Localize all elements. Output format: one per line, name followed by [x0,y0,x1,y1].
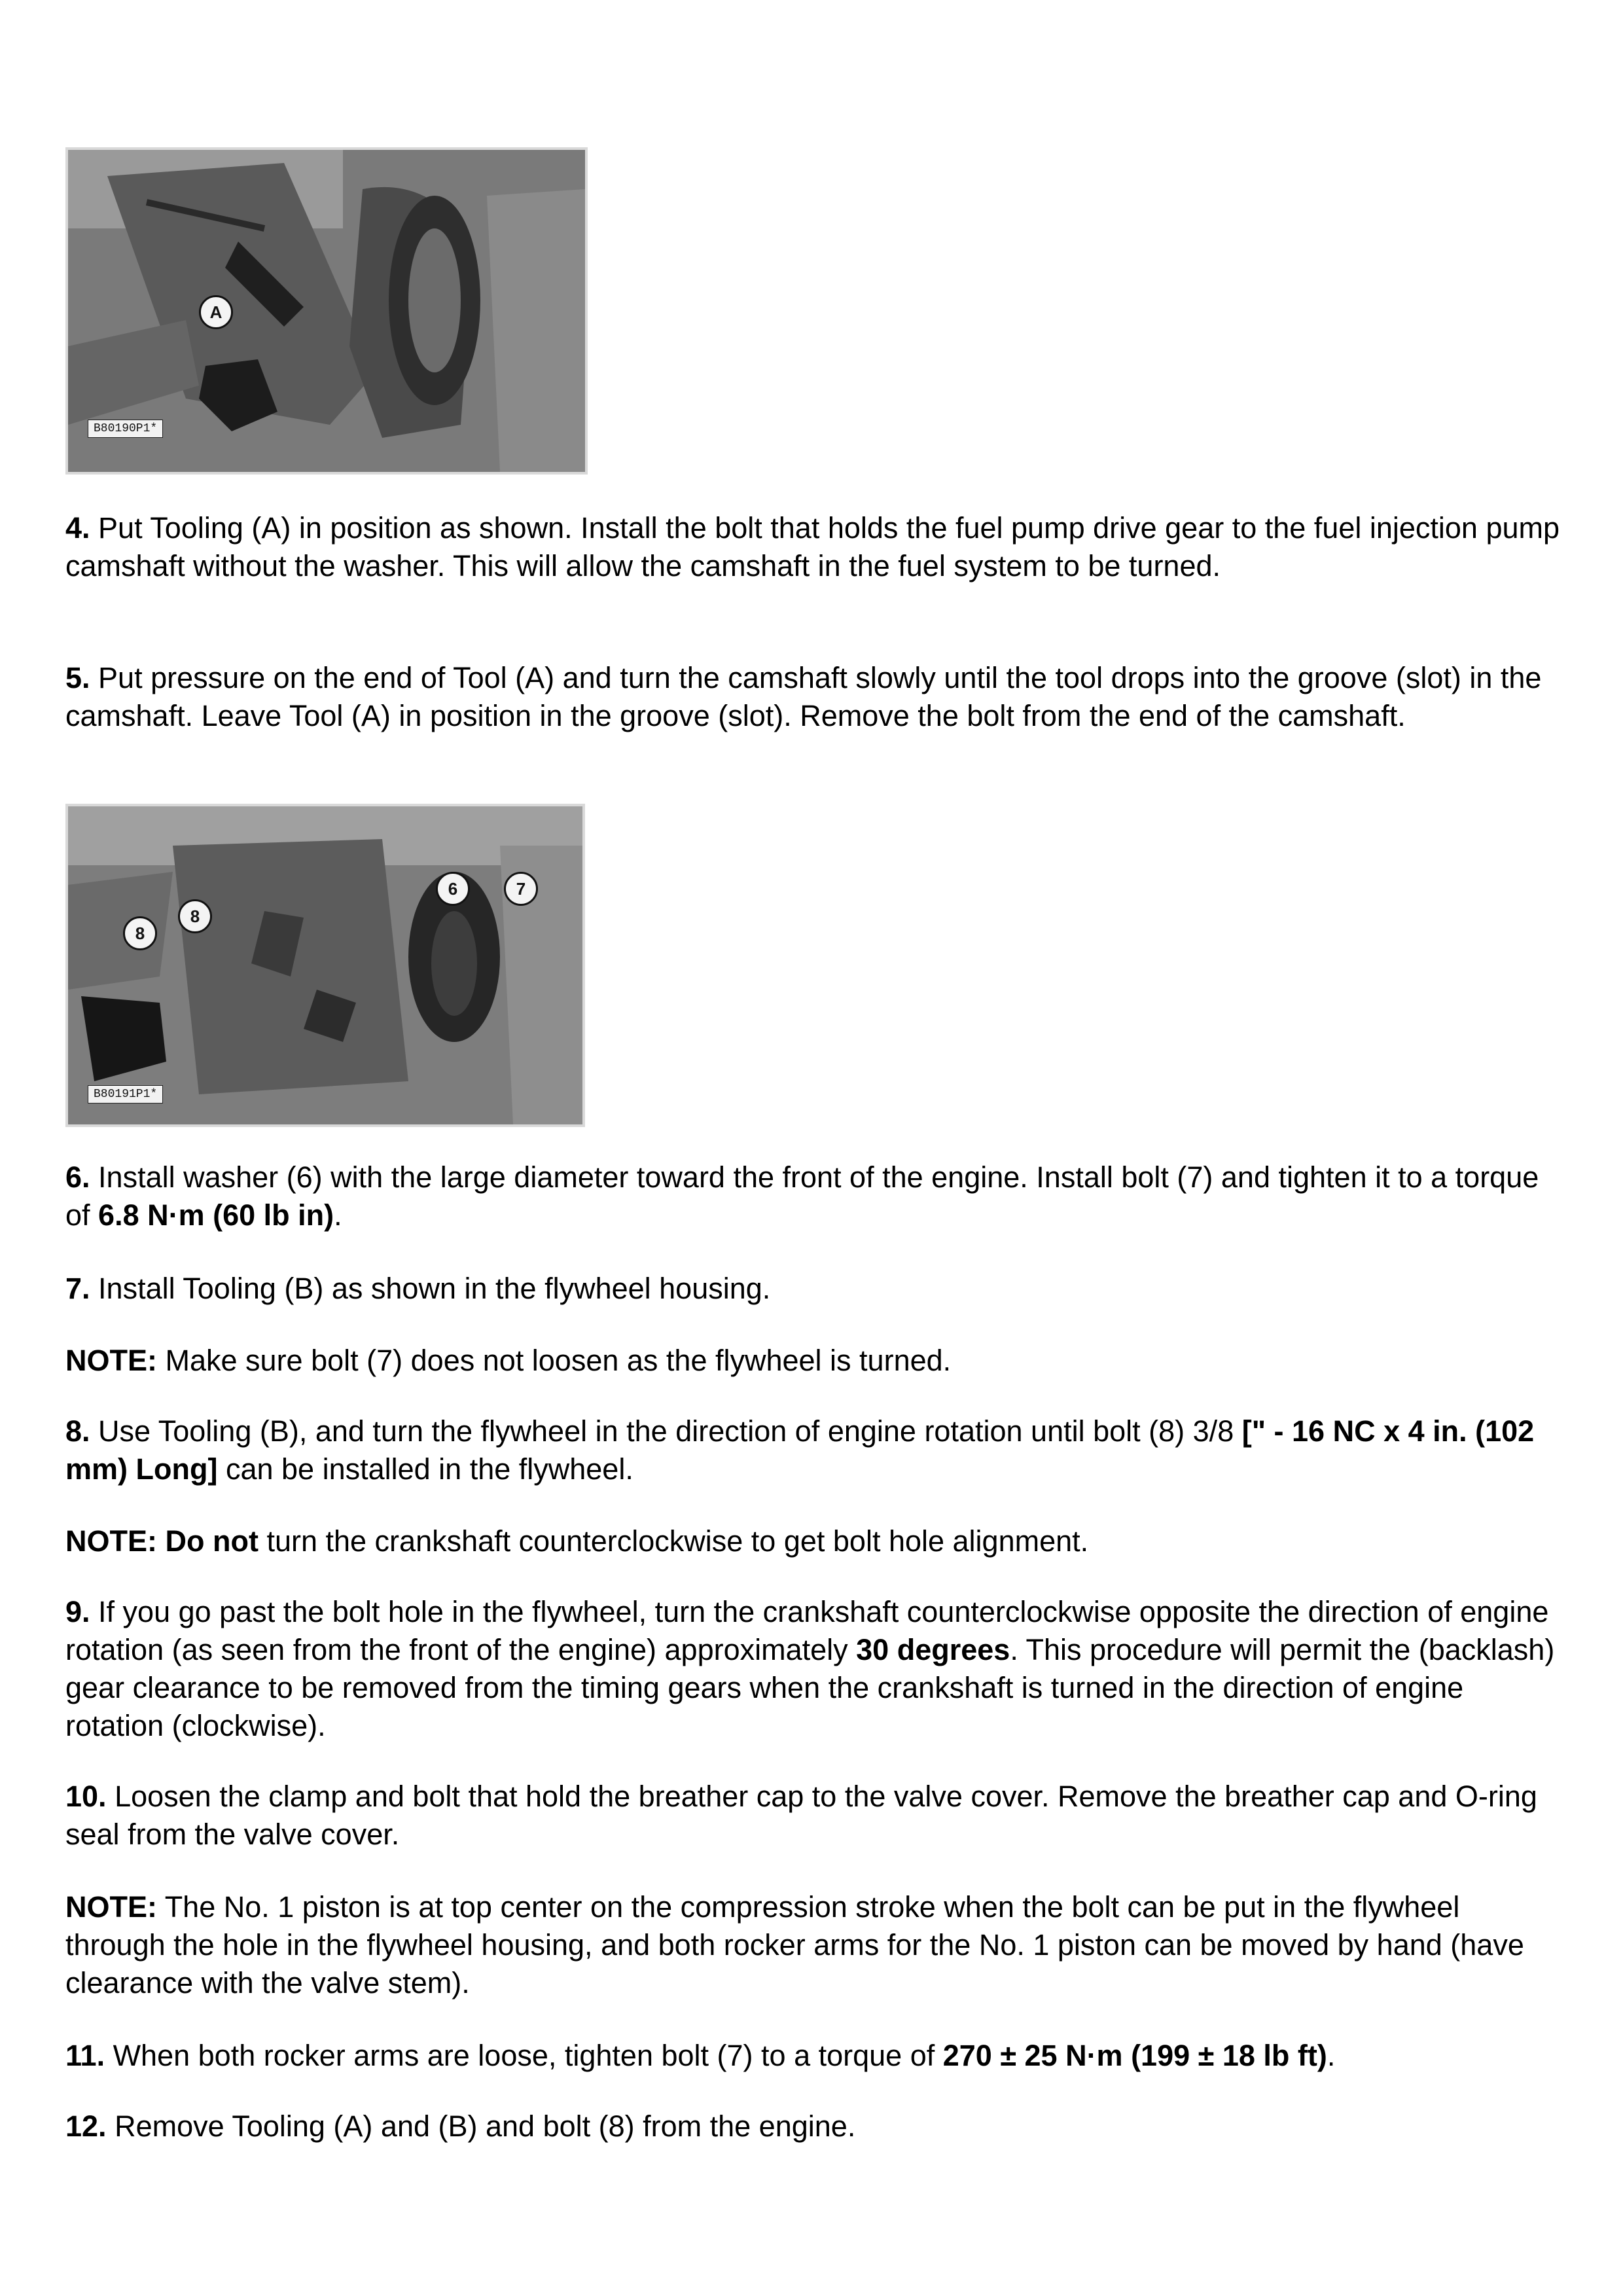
note-text: Make sure bolt (7) does not loosen as the flywheel is turned. [157,1344,952,1377]
step-6 [65,1158,1564,1234]
note-2 [65,1522,1564,1560]
step-number: 9. [65,1595,90,1628]
step-text: Loosen the clamp and bolt that hold the breather cap to the valve cover. Remove the breather cap and O-ring seal from the valve cover. [65,1780,1537,1851]
step-number: 7. [65,1272,90,1305]
callout-8-left: 8 [123,916,157,950]
step-number: 11. [65,2039,105,2072]
step-10 [65,1778,1564,1854]
step-text-end: can be installed in the flywheel. [217,1452,633,1486]
step-text: Install Tooling (B) as shown in the flywheel housing. [90,1272,771,1305]
figure-1-code: B80190P1* [88,420,163,438]
step-text-end: . [334,1198,342,1232]
step-text: Remove Tooling (A) and (B) and bolt (8) from the engine. [106,2109,856,2143]
note-emphasis: Do not [157,1524,259,1558]
angle-value: 30 degrees [856,1633,1010,1666]
callout-7: 7 [504,872,538,906]
step-text: Put pressure on the end of Tool (A) and turn the camshaft slowly until the tool drops into the groove (slot) in the camshaft. Leave Tool (A) in position in the groove (slot). Remove the bolt from the end of the camshaft. [65,661,1542,732]
step-8 [65,1412,1564,1488]
note-1 [65,1342,1564,1380]
step-text-end: . [1327,2039,1336,2072]
step-number: 5. [65,661,90,694]
torque-value: 6.8 N·m (60 lb in) [98,1198,334,1232]
figure-2-code: B80191P1* [88,1085,163,1103]
callout-a: A [199,295,233,329]
engine-photo-2 [68,806,582,1124]
step-7 [65,1270,1564,1308]
callout-8-right: 8 [178,899,212,933]
step-9 [65,1593,1564,1745]
step-11 [65,2037,1564,2075]
note-text: turn the crankshaft counterclockwise to get bolt hole alignment. [258,1524,1089,1558]
note-label: NOTE: [65,1890,157,1924]
callout-6: 6 [436,872,470,906]
step-text: Use Tooling (B), and turn the flywheel in the direction of engine rotation until bolt (8) 3/8 [90,1414,1242,1448]
step-text: When both rocker arms are loose, tighten bolt (7) to a torque of [105,2039,943,2072]
figure-2-photo [65,804,585,1127]
note-label: NOTE: [65,1344,157,1377]
bolt-spec: [" - 16 NC x 4 in. (102 mm) Long] [65,1414,1535,1486]
note-label: NOTE: [65,1524,157,1558]
step-number: 4. [65,511,90,545]
torque-value: 270 ± 25 N·m (199 ± 18 lb ft) [942,2039,1327,2072]
step-number: 6. [65,1160,90,1194]
step-text: If you go past the bolt hole in the flywheel, turn the crankshaft counterclockwise opposite the direction of engine rotation (as seen from the front of the engine) approximately [65,1595,1549,1666]
figure-1-photo [65,147,588,475]
step-5 [65,659,1564,735]
step-text: Put Tooling (A) in position as shown. Install the bolt that holds the fuel pump drive gear to the fuel injection pump camshaft without the washer. This will allow the camshaft in the fuel system to be turned. [65,511,1560,583]
step-number: 10. [65,1780,107,1813]
step-4 [65,509,1564,585]
step-number: 8. [65,1414,90,1448]
step-text-end: . This procedure will permit the (backlash) gear clearance to be removed from the timing gears when the crankshaft is turned in the direction of engine rotation (clockwise). [65,1633,1555,1742]
note-3 [65,1888,1564,2002]
step-text: Install washer (6) with the large diameter toward the front of the engine. Install bolt (7) and tighten it to a torque of [65,1160,1539,1232]
step-12 [65,2108,1564,2145]
step-number: 12. [65,2109,107,2143]
note-text: The No. 1 piston is at top center on the compression stroke when the bolt can be put in the flywheel through the hole in the flywheel housing, and both rocker arms for the No. 1 piston can be moved by hand (have clearance with the valve stem). [65,1890,1524,2000]
